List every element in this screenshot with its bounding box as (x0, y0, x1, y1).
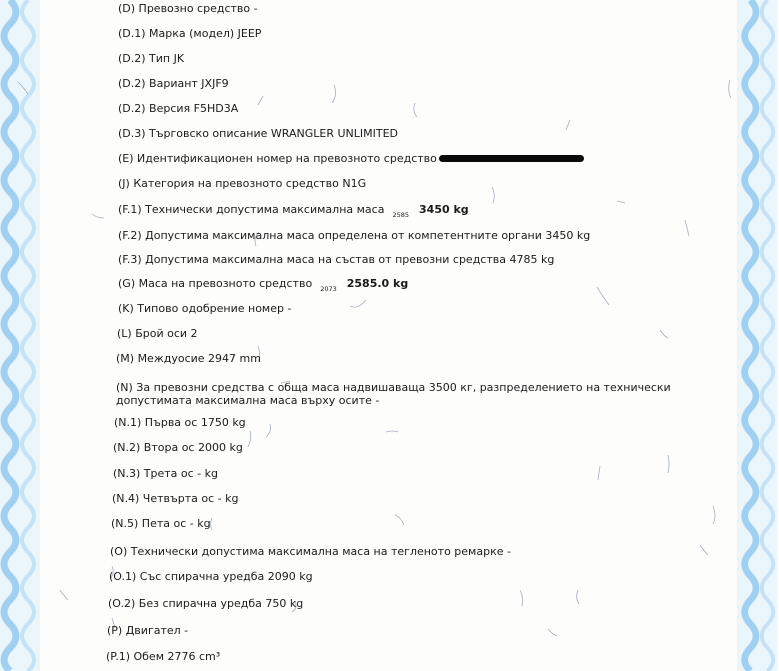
field-d2-variant: (D.2) Вариант JXJF9 (118, 77, 229, 90)
field-n3-third-axle: (N.3) Трета ос - kg (113, 467, 219, 480)
field-g-small-number: 2073 (320, 285, 337, 293)
field-o-trailer-mass: (O) Технически допустима максимална маса на тегленото ремарке - (110, 545, 511, 558)
field-f1-value: 3450 kg (419, 203, 469, 216)
field-n2-second-axle: (N.2) Втора ос 2000 kg (113, 441, 243, 454)
field-f1-small-number: 2585 (392, 211, 410, 219)
field-n-axle-distribution: (N) За превозни средства с обща маса надвишаваща 3500 кг, разпределението на технически допустимата максимална маса върху осите - (116, 381, 671, 407)
field-j-category: (J) Категория на превозното средство N1G (118, 177, 367, 190)
field-m-wheelbase: (M) Междуосие 2947 mm (116, 352, 261, 365)
field-d: (D) Превозно средство - (118, 2, 258, 15)
field-o1-braked: (O.1) Със спирачна уредба 2090 kg (109, 570, 313, 583)
field-f3-combination-mass: (F.3) Допустима максимална маса на състав от превозни средства 4785 kg (118, 253, 555, 266)
field-f2-permissible-mass: (F.2) Допустима максимална маса определена от компетентните органи 3450 kg (118, 229, 591, 242)
field-d1-make: (D.1) Марка (модел) JEEP (118, 27, 262, 40)
field-g-value: 2585.0 kg (346, 277, 409, 290)
field-o2-unbraked: (O.2) Без спирачна уредба 750 kg (108, 597, 304, 610)
field-d2-type: (D.2) Тип JK (118, 52, 185, 65)
field-f1-max-mass (118, 203, 469, 218)
field-e-label: (E) Идентификационен номер на превозното средство (118, 152, 437, 165)
field-p-engine: (P) Двигател - (107, 624, 189, 637)
redaction-bar (439, 155, 584, 162)
field-k-type-approval: (K) Типово одобрение номер - (118, 302, 292, 315)
field-e-vin (118, 152, 584, 165)
field-d3-commercial-name: (D.3) Търговско описание WRANGLER UNLIMITED (118, 127, 398, 140)
field-l-axles: (L) Брой оси 2 (117, 327, 198, 340)
field-d2-version: (D.2) Версия F5HD3A (118, 102, 239, 115)
field-f1-label: (F.1) Технически допустима максимална маса (118, 203, 385, 216)
field-g-label: (G) Маса на превозното средство (118, 277, 313, 290)
field-p1-displacement: (P.1) Обем 2776 cm³ (106, 650, 221, 663)
field-n1-first-axle: (N.1) Първа ос 1750 kg (114, 416, 246, 429)
field-g-vehicle-mass (118, 277, 408, 292)
field-n4-fourth-axle: (N.4) Четвърта ос - kg (112, 492, 239, 505)
field-n5-fifth-axle: (N.5) Пета ос - kg (111, 517, 211, 530)
